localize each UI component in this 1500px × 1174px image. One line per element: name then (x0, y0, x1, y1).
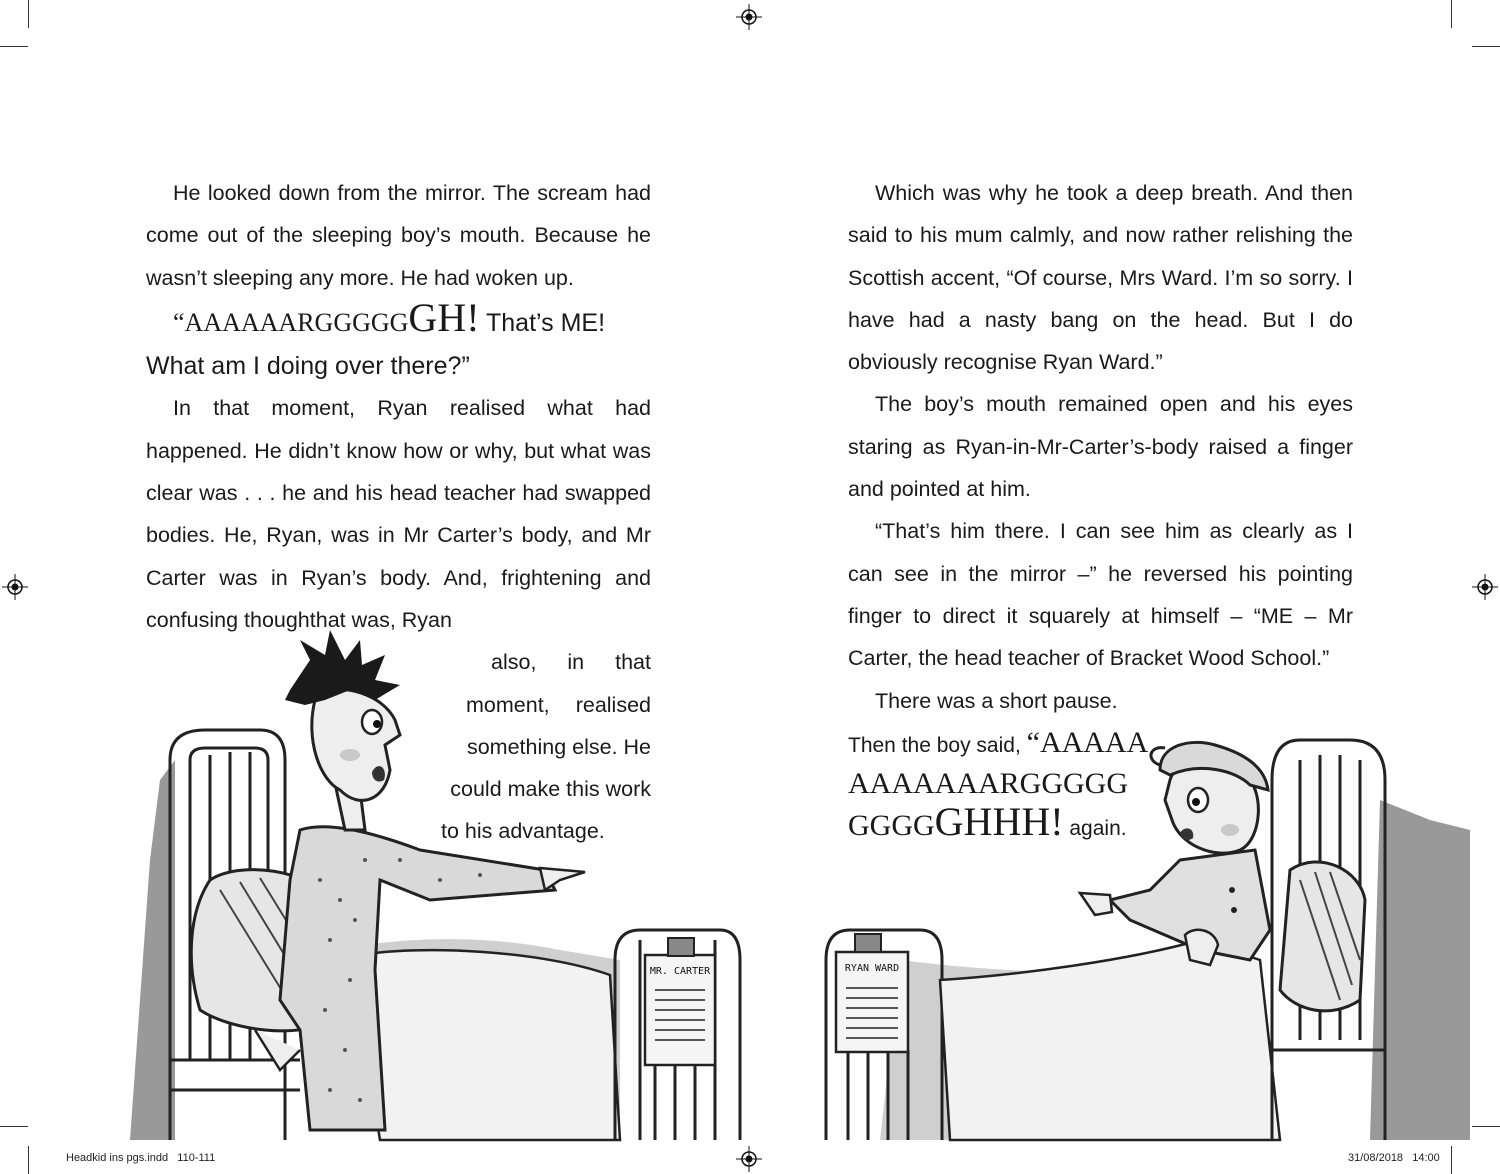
scream-text: GGGG (848, 809, 935, 842)
right-page-text (848, 172, 1353, 722)
slug-filename: Headkid ins pgs.indd 110-111 (66, 1152, 216, 1164)
wrap-line: moment, realised (466, 692, 651, 717)
left-clipboard-bed-frame (615, 930, 740, 1140)
right-pillow (1280, 862, 1365, 1011)
left-bed-sheet (360, 950, 620, 1140)
scream-emphasis: GHHH! (934, 799, 1064, 844)
paragraph: In that moment, Ryan realised what had happened. He didn’t know how or why, but what was clear was . . . he and his head teacher had swapped bodies. He, Ryan, was in Mr Carter’s body, and Mr Carter was in Ryan’s body. And, frightening and confusing thoughthat was, Ryan (146, 396, 651, 632)
scream-tail: That’s ME! (479, 308, 606, 337)
scream-line (848, 799, 1168, 848)
scream-text: “AAAAAARGGGGG (173, 307, 409, 337)
paragraph: Which was why he took a deep breath. And then said to his mum calmly, and now rather relishing the Scottish accent, “Of course, Mrs Ward. I’m so sorry. I have had a nasty bang on the head. But I do obviously recognise Ryan Ward.” (848, 181, 1353, 375)
wrap-line: also, in that (491, 650, 651, 675)
wrap-line: something else. He (466, 734, 651, 759)
wrap-line: to his advantage. (441, 819, 605, 844)
left-clipboard-label: MR. CARTER (649, 966, 711, 977)
scream-lead: Then the boy said, (848, 734, 1027, 757)
scream-text: “AAAAA (1026, 726, 1149, 759)
scream-line (848, 724, 1168, 765)
boy-scream (848, 724, 1168, 848)
paragraph: There was a short pause. (875, 688, 1118, 713)
scream-line-2: What am I doing over there?” (146, 352, 470, 381)
paragraph: He looked down from the mirror. The scream had come out of the sleeping boy’s mouth. Because he wasn’t sleeping any more. He had woken up. (146, 181, 651, 290)
scream-line (146, 294, 651, 345)
wrap-line: could make this work (450, 777, 651, 802)
slug-date: 31/08/2018 14:00 (1348, 1152, 1440, 1164)
right-clipboard-label: RYAN WARD (844, 963, 900, 974)
left-page-text (146, 172, 651, 853)
scream-line: AAAAAAARGGGGG (848, 767, 1128, 800)
scream-emphasis: GH! (408, 294, 480, 340)
scream-tail: again. (1063, 817, 1127, 840)
paragraph: “That’s him there. I can see him as clearly as I can see in the mirror –” he reversed his pointing finger to direct it squarely at himself – “ME – Mr Carter, the head teacher of Bracket Wood School.” (848, 519, 1353, 671)
paragraph: The boy’s mouth remained open and his eyes staring as Ryan-in-Mr-Carter’s-body raised a finger and pointed at him. (848, 392, 1353, 502)
